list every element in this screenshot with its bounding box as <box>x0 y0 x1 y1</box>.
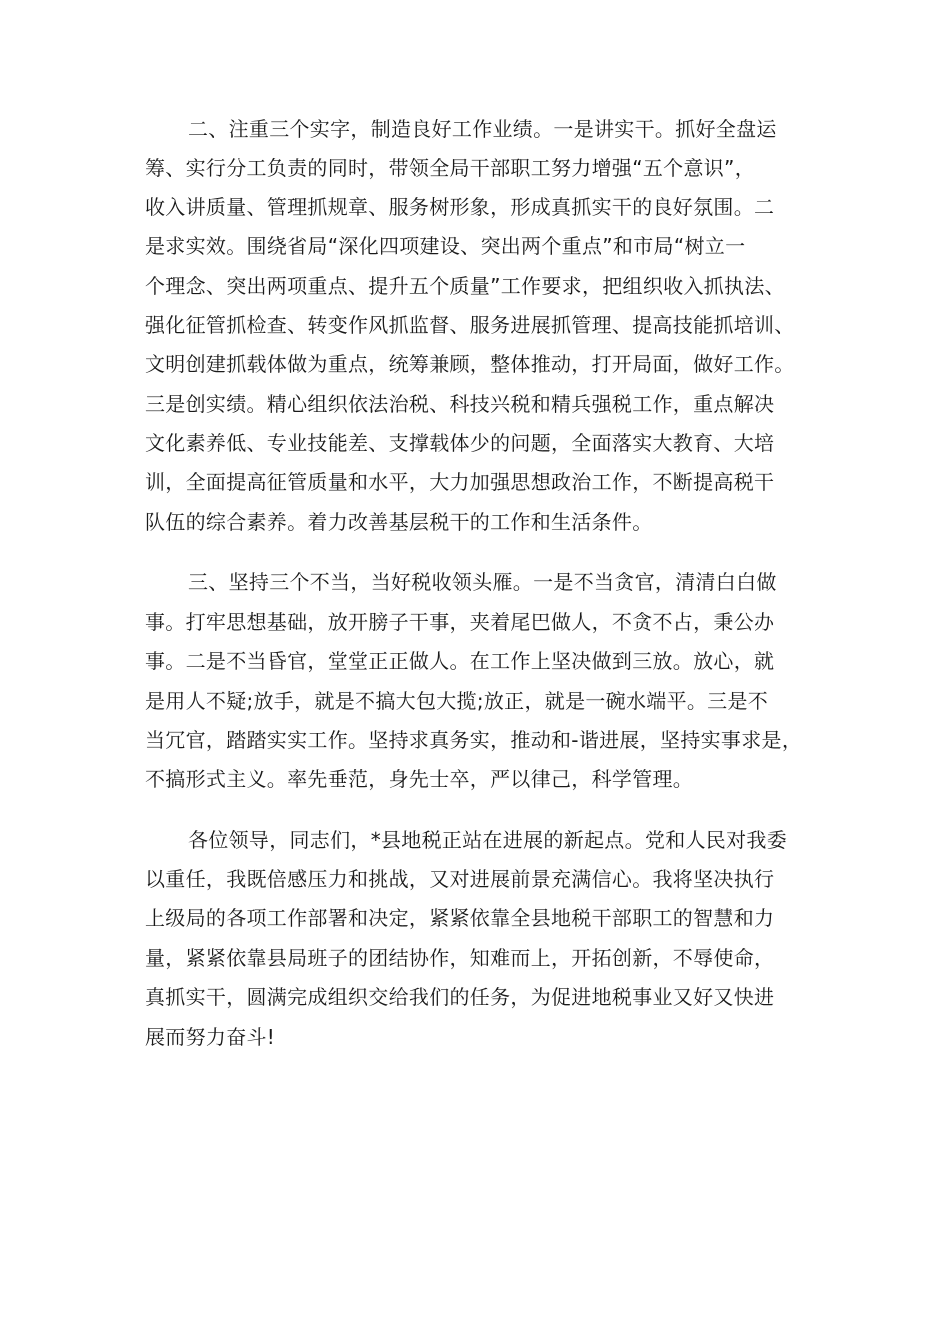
text-line: 真抓实干，圆满完成组织交给我们的任务，为促进地税事业又好又快进 <box>145 985 775 1009</box>
text-line: 事。打牢思想基础，放开膀子干事，夹着尾巴做人，不贪不占，秉公办 <box>145 610 775 634</box>
text-line: 文化素养低、专业技能差、支撑载体少的问题，全面落实大教育、大培 <box>145 431 775 455</box>
text-line: 文明创建抓载体做为重点，统筹兼顾，整体推动，打开局面，做好工作。 <box>145 352 795 376</box>
text-line: 不搞形式主义。率先垂范，身先士卒，严以律己，科学管理。 <box>145 767 694 791</box>
text-line: 以重任，我既倍感压力和挑战，又对进展前景充满信心。我将坚决执行 <box>145 867 775 891</box>
text-line: 二、注重三个实字，制造良好工作业绩。一是讲实干。抓好全盘运 <box>188 117 777 141</box>
text-line: 收入讲质量、管理抓规章、服务树形象，形成真抓实干的良好氛围。二 <box>145 195 775 219</box>
text-line: 三、坚持三个不当，当好税收领头雁。一是不当贪官，清清白白做 <box>188 570 777 594</box>
text-line: 队伍的综合素养。着力改善基层税干的工作和生活条件。 <box>145 510 653 534</box>
text-line: 上级局的各项工作部署和决定，紧紧依靠全县地税干部职工的智慧和力 <box>145 906 775 930</box>
text-line: 各位领导，同志们，*县地税正站在进展的新起点。党和人民对我委 <box>188 828 787 852</box>
text-line: 个理念、突出两项重点、提升五个质量”工作要求，把组织收入抓执法、 <box>145 274 785 298</box>
text-line: 训，全面提高征管质量和水平，大力加强思想政治工作，不断提高税干 <box>145 470 775 494</box>
text-line: 是求实效。围绕省局“深化四项建设、突出两个重点”和市局“树立一 <box>145 234 746 258</box>
text-line: 当冗官，踏踏实实工作。坚持求真务实，推动和-谐进展，坚持实事求是， <box>145 728 803 752</box>
text-line: 三是创实绩。精心组织依法治税、科技兴税和精兵强税工作，重点解决 <box>145 392 775 416</box>
text-line: 筹、实行分工负责的同时，带领全局干部职工努力增强“五个意识”， <box>145 156 756 180</box>
text-line: 量，紧紧依靠县局班子的团结协作，知难而上，开拓创新，不辱使命， <box>145 946 775 970</box>
text-line: 事。二是不当昏官，堂堂正正做人。在工作上坚决做到三放。放心，就 <box>145 649 775 673</box>
text-line: 强化征管抓检查、转变作风抓监督、服务进展抓管理、提高技能抓培训、 <box>145 313 795 337</box>
text-line: 展而努力奋斗! <box>145 1025 276 1049</box>
text-line: 是用人不疑;放手，就是不搞大包大揽;放正，就是一碗水端平。三是不 <box>145 689 769 713</box>
